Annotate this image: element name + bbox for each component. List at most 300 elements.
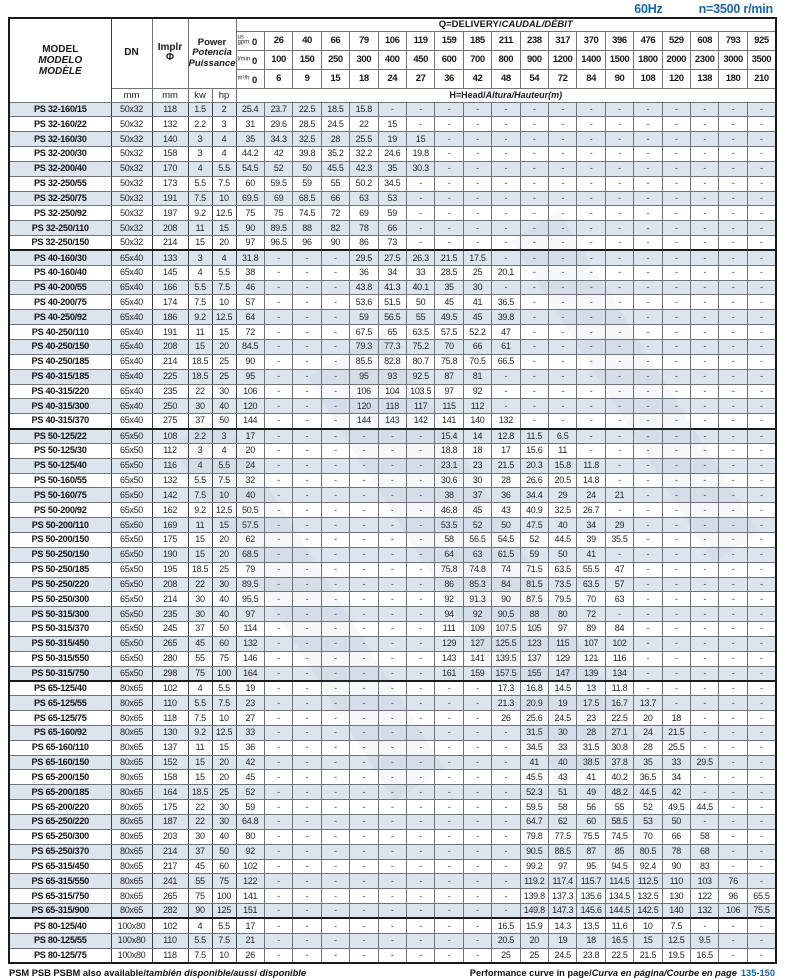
- pump-impeller: 145: [152, 265, 188, 280]
- head-value-cell: -: [406, 933, 434, 948]
- pump-kw: 30: [188, 399, 212, 414]
- head-value-cell: -: [321, 651, 349, 666]
- pump-impeller: 241: [152, 874, 188, 889]
- head-value-cell: -: [747, 354, 776, 369]
- head-value-cell: -: [719, 399, 747, 414]
- head-value-cell: -: [406, 622, 434, 637]
- pump-kw: 5.5: [188, 473, 212, 488]
- head-value-cell: 42: [236, 755, 264, 770]
- head-value-cell: -: [264, 340, 292, 355]
- head-value-cell: -: [463, 740, 491, 755]
- pump-hp: 30: [212, 815, 236, 830]
- head-value-cell: -: [747, 399, 776, 414]
- table-head: [9, 18, 776, 102]
- head-value-cell: 69: [264, 191, 292, 206]
- pump-impeller: 158: [152, 147, 188, 162]
- pump-impeller: 175: [152, 532, 188, 547]
- head-value-cell: -: [548, 176, 576, 191]
- pump-kw: 18.5: [188, 785, 212, 800]
- head-value-cell: -: [350, 755, 378, 770]
- head-value-cell: -: [406, 725, 434, 740]
- head-value-cell: 106: [236, 384, 264, 399]
- head-value-cell: 61: [492, 340, 520, 355]
- head-value-cell: -: [548, 384, 576, 399]
- head-value-cell: -: [378, 458, 406, 473]
- head-value-cell: -: [492, 250, 520, 265]
- head-value-cell: -: [463, 725, 491, 740]
- head-value-cell: 83: [691, 859, 719, 874]
- pump-hp: 30: [212, 800, 236, 815]
- pump-hp: 15: [212, 518, 236, 533]
- head-value-cell: -: [634, 310, 662, 325]
- flow-value-header: 370: [577, 31, 605, 50]
- pump-impeller: 142: [152, 488, 188, 503]
- pump-impeller: 208: [152, 340, 188, 355]
- pump-table-container: [8, 17, 777, 964]
- head-value-cell: -: [350, 518, 378, 533]
- head-value-cell: -: [548, 117, 576, 132]
- head-value-cell: -: [662, 206, 690, 221]
- head-value-cell: 59: [378, 206, 406, 221]
- head-value-cell: -: [492, 191, 520, 206]
- head-value-cell: 20: [236, 443, 264, 458]
- head-value-cell: 40: [548, 755, 576, 770]
- pump-row: [9, 681, 776, 696]
- delivery-title-italic: CAUDAL/DÉBIT: [501, 19, 573, 31]
- head-value-cell: -: [463, 829, 491, 844]
- head-value-cell: -: [406, 770, 434, 785]
- head-value-cell: -: [435, 874, 463, 889]
- head-value-cell: -: [435, 711, 463, 726]
- head-value-cell: 33: [662, 755, 690, 770]
- pump-kw: 90: [188, 904, 212, 919]
- head-value-cell: -: [634, 102, 662, 117]
- pump-hp: 30: [212, 384, 236, 399]
- head-value-cell: -: [747, 310, 776, 325]
- pump-row: [9, 874, 776, 889]
- head-value-cell: -: [634, 117, 662, 132]
- head-value-cell: -: [293, 250, 321, 265]
- head-value-cell: -: [605, 443, 633, 458]
- column-header-power: [188, 18, 236, 88]
- head-value-cell: -: [492, 236, 520, 251]
- head-value-cell: -: [264, 473, 292, 488]
- head-value-cell: -: [520, 369, 548, 384]
- pump-dn: 80x65: [111, 755, 152, 770]
- head-value-cell: -: [747, 800, 776, 815]
- head-value-cell: 102: [605, 636, 633, 651]
- head-value-cell: 96: [293, 236, 321, 251]
- head-value-cell: -: [747, 117, 776, 132]
- head-value-cell: 50.2: [350, 176, 378, 191]
- head-value-cell: -: [378, 755, 406, 770]
- head-value-cell: -: [520, 176, 548, 191]
- head-value-cell: -: [264, 622, 292, 637]
- head-value-cell: 103.5: [406, 384, 434, 399]
- head-value-cell: -: [691, 503, 719, 518]
- head-value-cell: -: [492, 889, 520, 904]
- head-value-cell: -: [492, 280, 520, 295]
- pump-row: [9, 147, 776, 162]
- footer-right-plain: Performance curve in page/: [469, 967, 592, 978]
- pump-impeller: 162: [152, 503, 188, 518]
- head-value-cell: 88: [293, 221, 321, 236]
- head-value-cell: 55: [321, 176, 349, 191]
- pump-hp: 7.5: [212, 280, 236, 295]
- head-value-cell: -: [406, 651, 434, 666]
- pump-kw: 45: [188, 859, 212, 874]
- head-value-cell: 85.3: [463, 577, 491, 592]
- pump-row: [9, 532, 776, 547]
- pump-dn: 65x40: [111, 369, 152, 384]
- head-value-cell: 17.3: [492, 681, 520, 696]
- head-value-cell: -: [264, 785, 292, 800]
- head-value-cell: 11.5: [520, 429, 548, 444]
- head-value-cell: -: [463, 696, 491, 711]
- pump-impeller: 174: [152, 295, 188, 310]
- head-value-cell: 67.5: [350, 325, 378, 340]
- head-value-cell: 74: [492, 562, 520, 577]
- head-value-cell: -: [406, 577, 434, 592]
- head-value-cell: -: [605, 147, 633, 162]
- pump-dn: 65x50: [111, 532, 152, 547]
- head-value-cell: -: [605, 102, 633, 117]
- head-value-cell: 85: [605, 844, 633, 859]
- pump-row: [9, 295, 776, 310]
- head-value-cell: -: [321, 369, 349, 384]
- head-value-cell: -: [264, 577, 292, 592]
- head-value-cell: 24.5: [321, 117, 349, 132]
- table-body: [9, 102, 776, 963]
- head-value-cell: -: [719, 414, 747, 429]
- head-value-cell: -: [634, 221, 662, 236]
- head-value-cell: -: [264, 948, 292, 963]
- pump-hp: 12.5: [212, 725, 236, 740]
- head-value-cell: -: [747, 340, 776, 355]
- head-value-cell: 12.5: [662, 933, 690, 948]
- head-value-cell: -: [463, 711, 491, 726]
- footer-right-italic: Curva en página/Courbe en page: [591, 967, 737, 978]
- head-value-cell: 53: [634, 815, 662, 830]
- head-value-cell: -: [406, 874, 434, 889]
- pump-kw: 22: [188, 384, 212, 399]
- head-value-cell: 30.3: [406, 161, 434, 176]
- pump-hp: 20: [212, 547, 236, 562]
- head-value-cell: -: [378, 785, 406, 800]
- pump-kw: 4: [188, 161, 212, 176]
- head-value-cell: 36.5: [492, 295, 520, 310]
- head-value-cell: 49.5: [662, 800, 690, 815]
- power-header-line: Puissance: [188, 57, 236, 69]
- head-value-cell: -: [492, 221, 520, 236]
- head-value-cell: -: [605, 384, 633, 399]
- head-value-cell: 28: [321, 132, 349, 147]
- pump-kw: 11: [188, 221, 212, 236]
- head-value-cell: -: [321, 295, 349, 310]
- head-value-cell: 30: [548, 725, 576, 740]
- head-value-cell: -: [350, 874, 378, 889]
- head-value-cell: 70.5: [463, 354, 491, 369]
- head-value-cell: 106: [719, 904, 747, 919]
- head-value-cell: 89.5: [236, 577, 264, 592]
- pump-dn: 80x65: [111, 785, 152, 800]
- head-value-cell: 49: [577, 785, 605, 800]
- head-value-cell: -: [719, 147, 747, 162]
- head-value-cell: -: [321, 488, 349, 503]
- pump-row: [9, 132, 776, 147]
- head-value-cell: -: [293, 295, 321, 310]
- pump-dn: 80x65: [111, 874, 152, 889]
- head-value-cell: 72: [236, 325, 264, 340]
- head-value-cell: 20: [634, 711, 662, 726]
- pump-model: PS 65-250/370: [9, 844, 111, 859]
- head-value-cell: 56.5: [378, 310, 406, 325]
- head-value-cell: -: [605, 250, 633, 265]
- head-value-cell: 34: [662, 770, 690, 785]
- head-value-cell: -: [378, 948, 406, 963]
- head-value-cell: -: [662, 132, 690, 147]
- head-value-cell: 41: [463, 295, 491, 310]
- column-header-model: [9, 18, 111, 102]
- head-value-cell: -: [691, 562, 719, 577]
- head-value-cell: -: [719, 547, 747, 562]
- head-value-cell: 65.5: [747, 889, 776, 904]
- head-value-cell: -: [691, 250, 719, 265]
- head-value-cell: 92: [435, 592, 463, 607]
- head-value-cell: -: [321, 280, 349, 295]
- head-value-cell: 21.5: [435, 250, 463, 265]
- head-value-cell: 87: [577, 844, 605, 859]
- head-value-cell: 129: [435, 636, 463, 651]
- pump-impeller: 197: [152, 206, 188, 221]
- pump-model: PS 65-315/550: [9, 874, 111, 889]
- head-value-cell: 21.5: [492, 458, 520, 473]
- head-value-cell: -: [577, 265, 605, 280]
- pump-impeller: 170: [152, 161, 188, 176]
- head-value-cell: -: [492, 755, 520, 770]
- head-value-cell: 60: [577, 815, 605, 830]
- pump-impeller: 225: [152, 369, 188, 384]
- pump-model: PS 50-250/150: [9, 547, 111, 562]
- head-value-cell: -: [747, 725, 776, 740]
- pump-kw: 5.5: [188, 280, 212, 295]
- head-value-cell: -: [378, 636, 406, 651]
- head-value-cell: 57.5: [236, 518, 264, 533]
- head-value-cell: -: [350, 488, 378, 503]
- pump-kw: 7.5: [188, 948, 212, 963]
- head-value-cell: 15.8: [548, 458, 576, 473]
- head-value-cell: -: [350, 844, 378, 859]
- head-value-cell: 73.5: [548, 577, 576, 592]
- pump-kw: 55: [188, 651, 212, 666]
- head-value-cell: -: [577, 384, 605, 399]
- head-value-cell: -: [350, 666, 378, 681]
- head-value-cell: 25.4: [236, 102, 264, 117]
- head-value-cell: 20.5: [548, 473, 576, 488]
- head-value-cell: -: [264, 265, 292, 280]
- head-value-cell: -: [747, 711, 776, 726]
- flow-value-header: 211: [492, 31, 520, 50]
- pump-impeller: 108: [152, 429, 188, 444]
- head-value-cell: 79: [236, 562, 264, 577]
- head-value-cell: -: [548, 221, 576, 236]
- head-value-cell: -: [634, 176, 662, 191]
- head-value-cell: -: [463, 206, 491, 221]
- head-value-cell: -: [605, 458, 633, 473]
- head-value-cell: -: [406, 859, 434, 874]
- head-value-cell: -: [321, 844, 349, 859]
- pump-dn: 65x40: [111, 340, 152, 355]
- pump-model: PS 50-250/300: [9, 592, 111, 607]
- header-row-title: [9, 18, 776, 31]
- head-value-cell: -: [406, 206, 434, 221]
- pump-hp: 4: [212, 443, 236, 458]
- head-value-cell: -: [350, 770, 378, 785]
- head-value-cell: -: [691, 607, 719, 622]
- head-value-cell: -: [406, 607, 434, 622]
- head-value-cell: 62: [236, 532, 264, 547]
- head-value-cell: -: [293, 607, 321, 622]
- head-value-cell: -: [293, 547, 321, 562]
- pump-impeller: 214: [152, 354, 188, 369]
- impeller-header-line: Φ: [165, 52, 175, 64]
- head-value-cell: -: [264, 607, 292, 622]
- head-value-cell: -: [378, 607, 406, 622]
- pump-row: [9, 918, 776, 933]
- head-value-cell: -: [662, 265, 690, 280]
- head-value-cell: -: [577, 236, 605, 251]
- head-value-cell: 19: [236, 681, 264, 696]
- head-value-cell: -: [520, 325, 548, 340]
- pump-hp: 12.5: [212, 206, 236, 221]
- head-value-cell: -: [321, 384, 349, 399]
- pump-model: PS 50-125/22: [9, 429, 111, 444]
- head-value-cell: -: [321, 532, 349, 547]
- head-value-cell: -: [719, 102, 747, 117]
- head-value-cell: 47: [605, 562, 633, 577]
- pump-dn: 65x40: [111, 414, 152, 429]
- head-value-cell: -: [691, 102, 719, 117]
- pump-kw: 30: [188, 607, 212, 622]
- head-value-cell: 55.5: [577, 562, 605, 577]
- head-value-cell: -: [350, 933, 378, 948]
- head-value-cell: 37.8: [605, 755, 633, 770]
- flow-value-header: 476: [634, 31, 662, 50]
- head-value-cell: 95.5: [236, 592, 264, 607]
- head-value-cell: -: [634, 132, 662, 147]
- head-value-cell: -: [719, 369, 747, 384]
- head-value-cell: 63: [463, 547, 491, 562]
- head-value-cell: -: [293, 844, 321, 859]
- head-value-cell: 26.6: [520, 473, 548, 488]
- head-value-cell: 92: [463, 384, 491, 399]
- head-value-cell: -: [293, 622, 321, 637]
- head-value-cell: -: [577, 206, 605, 221]
- pump-model: PS 32-160/22: [9, 117, 111, 132]
- head-value-cell: -: [435, 755, 463, 770]
- head-value-cell: 14: [463, 429, 491, 444]
- head-value-cell: 31.5: [577, 740, 605, 755]
- head-value-cell: -: [293, 354, 321, 369]
- head-value-cell: -: [463, 102, 491, 117]
- head-value-cell: 23: [463, 458, 491, 473]
- head-value-cell: -: [662, 310, 690, 325]
- head-value-cell: -: [548, 414, 576, 429]
- head-value-cell: 137.3: [548, 889, 576, 904]
- model-header-line: MODEL: [42, 43, 79, 55]
- head-label-italic: Altura/Hauteur(m): [485, 90, 563, 100]
- pump-kw: 37: [188, 844, 212, 859]
- pump-dn: 65x50: [111, 503, 152, 518]
- pump-row: [9, 666, 776, 681]
- head-value-cell: -: [293, 340, 321, 355]
- head-value-cell: -: [691, 340, 719, 355]
- head-value-cell: -: [605, 503, 633, 518]
- head-value-cell: -: [719, 562, 747, 577]
- pump-hp: 40: [212, 607, 236, 622]
- head-value-cell: 58.5: [605, 815, 633, 830]
- head-value-cell: 116: [605, 651, 633, 666]
- pump-impeller: 191: [152, 191, 188, 206]
- pump-model: PS 50-125/30: [9, 443, 111, 458]
- pump-dn: 65x40: [111, 265, 152, 280]
- head-value-cell: -: [577, 429, 605, 444]
- head-value-cell: -: [577, 102, 605, 117]
- pump-dn: 80x65: [111, 740, 152, 755]
- head-value-cell: 122: [236, 874, 264, 889]
- pump-model: PS 65-250/300: [9, 829, 111, 844]
- flow-value-header: 238: [520, 31, 548, 50]
- head-value-cell: -: [662, 399, 690, 414]
- head-value-cell: 43.8: [350, 280, 378, 295]
- head-value-cell: -: [463, 889, 491, 904]
- pump-model: PS 50-315/370: [9, 622, 111, 637]
- head-value-cell: -: [264, 859, 292, 874]
- flow-value-header: 210: [747, 69, 776, 88]
- head-value-cell: -: [406, 681, 434, 696]
- head-value-cell: 41: [520, 755, 548, 770]
- flow-value-header: 108: [634, 69, 662, 88]
- pump-hp: 7.5: [212, 176, 236, 191]
- head-value-cell: -: [378, 770, 406, 785]
- head-value-cell: -: [406, 518, 434, 533]
- head-value-cell: -: [321, 429, 349, 444]
- head-value-cell: -: [634, 503, 662, 518]
- head-value-cell: -: [719, 191, 747, 206]
- pump-row: [9, 310, 776, 325]
- head-value-cell: -: [719, 844, 747, 859]
- head-value-cell: 52: [634, 800, 662, 815]
- delivery-title: [236, 18, 776, 31]
- head-value-cell: -: [406, 562, 434, 577]
- head-value-cell: 36: [492, 488, 520, 503]
- pump-kw: 22: [188, 815, 212, 830]
- head-value-cell: 21.5: [634, 948, 662, 963]
- head-value-cell: 22.5: [293, 102, 321, 117]
- head-value-cell: 78: [350, 221, 378, 236]
- pump-row: [9, 859, 776, 874]
- head-value-cell: -: [520, 161, 548, 176]
- pump-impeller: 152: [152, 755, 188, 770]
- head-value-cell: -: [662, 280, 690, 295]
- head-value-cell: -: [691, 532, 719, 547]
- head-value-cell: 59: [520, 547, 548, 562]
- head-value-cell: -: [321, 577, 349, 592]
- head-value-cell: 44.5: [634, 785, 662, 800]
- pump-impeller: 190: [152, 547, 188, 562]
- head-value-cell: -: [662, 473, 690, 488]
- head-value-cell: 134.5: [605, 889, 633, 904]
